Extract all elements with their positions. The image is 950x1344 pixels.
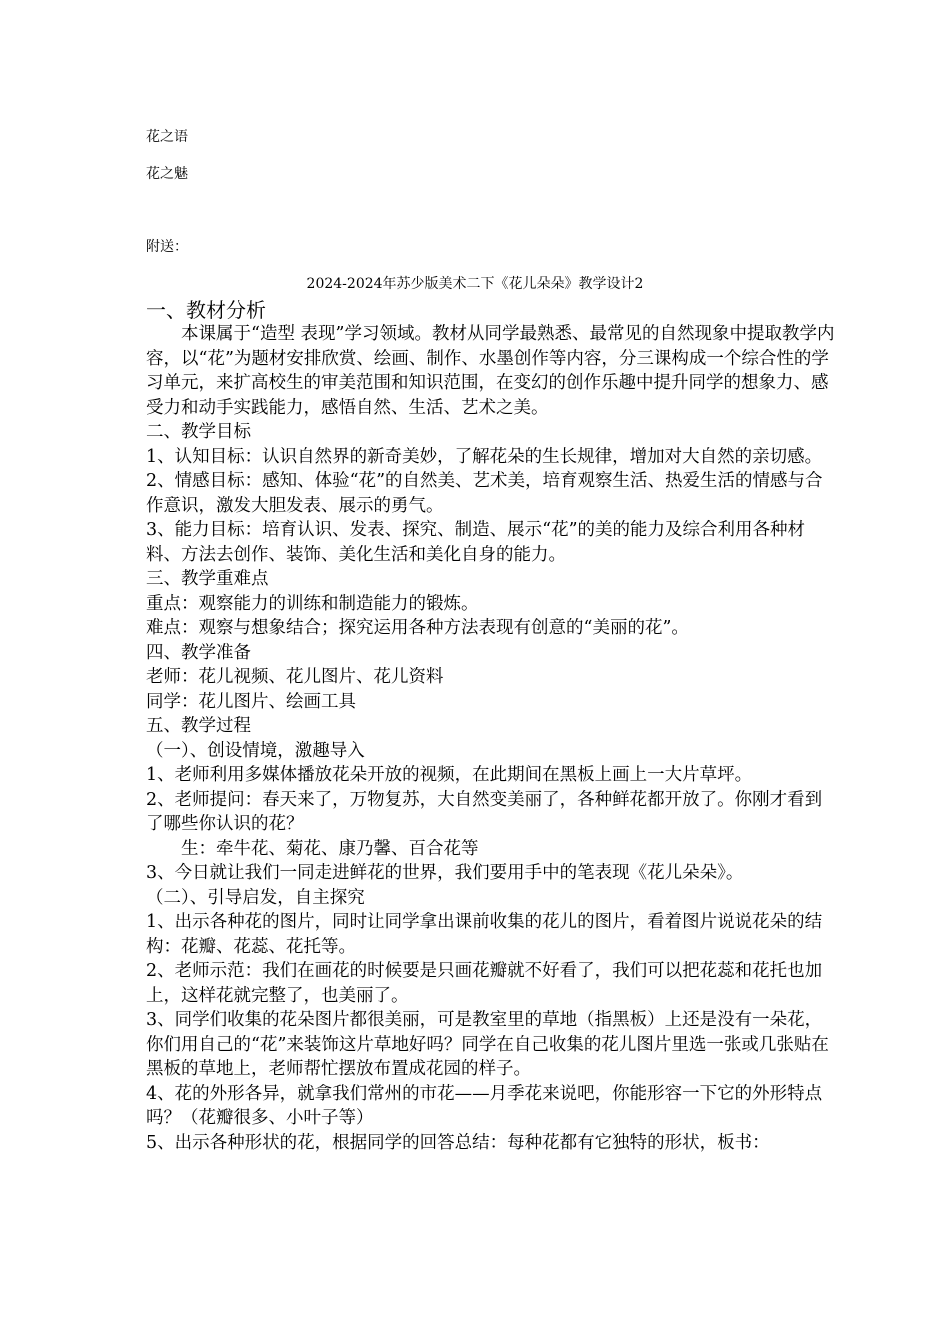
document-body bbox=[146, 322, 836, 1155]
heading-key-points: 三、教学重难点 bbox=[146, 569, 269, 589]
line-hua-zhi-yu: 花之语 bbox=[146, 129, 188, 145]
paragraph-goal-ability: 3、能力目标：培育认识、发表、探究、制造、展示“花”的美的能力及综合利用各种材料、方法去创作、装饰、美化生活和美化自身的能力。 bbox=[146, 520, 806, 565]
heading-teaching-process: 五、教学过程 bbox=[146, 716, 251, 736]
document-title: 2024-2024年苏少版美术二下《花儿朵朵》教学设计2 bbox=[306, 276, 644, 292]
subheading-part-two: （二）、引导启发，自主探究 bbox=[146, 887, 365, 908]
paragraph-step-2-2: 2、老师示范：我们在画花的时候要是只画花瓣就不好看了，我们可以把花蕊和花托也加上，这样花就完整了，也美丽了。 bbox=[146, 961, 823, 1006]
paragraph-student-answer: 生：牵牛花、菊花、康乃馨、百合花等 bbox=[181, 838, 479, 859]
paragraph-teacher-prep: 老师：花儿视频、花儿图片、花儿资料 bbox=[146, 667, 444, 687]
heading-preparation: 四、教学准备 bbox=[146, 642, 251, 663]
section-heading-materials-analysis: 一、教材分析 bbox=[146, 298, 266, 322]
paragraph-step-2-4: 4、花的外形各异，就拿我们常州的市花——月季花来说吧，你能形容一下它的外形特点吗？（花瓣很多、小叶子等） bbox=[146, 1083, 823, 1128]
paragraph-goal-emotional: 2、情感目标：感知、体验“花”的自然美、艺术美，培育观察生活、热爱生活的情感与合作意识，激发大胆发表、展示的勇气。 bbox=[146, 471, 823, 516]
paragraph-key-point: 重点：观察能力的训练和制造能力的锻炼。 bbox=[146, 593, 479, 614]
paragraph-step-2-1: 1、出示各种花的图片，同时让同学拿出课前收集的花儿的图片，看着图片说说花朵的结构：花瓣、花蕊、花托等。 bbox=[146, 912, 823, 957]
paragraph-step-2-5: 5、出示各种形状的花，根据同学的回答总结：每种花都有它独特的形状，板书： bbox=[146, 1132, 770, 1153]
paragraph-intro: 本课属于“造型 表现”学习领域。教材从同学最熟悉、最常见的自然现象中提取教学内容，以“花”为题材安排欣赏、绘画、制作、水墨创作等内容，分三课构成一个综合性的学习单元，来扩高校生的审美范围和知识范围，在变幻的创作乐趣中提升同学的想象力、感受力和动手实践能力，感悟自然、生活、艺术之美。 bbox=[146, 324, 835, 418]
line-hua-zhi-mei: 花之魅 bbox=[146, 166, 188, 182]
line-fu-song: 附送： bbox=[146, 239, 188, 255]
paragraph-student-prep: 同学：花儿图片、绘画工具 bbox=[146, 691, 356, 712]
paragraph-step-1-2: 2、老师提问：春天来了，万物复苏，大自然变美丽了，各种鲜花都开放了。你刚才看到了哪些你认识的花？ bbox=[146, 789, 823, 834]
paragraph-step-1-3: 3、今日就让我们一同走进鲜花的世界，我们要用手中的笔表现《花儿朵朵》。 bbox=[146, 863, 744, 883]
paragraph-step-1-1: 1、老师利用多媒体播放花朵开放的视频，在此期间在黑板上画上一大片草坪。 bbox=[146, 765, 753, 785]
paragraph-difficult-point: 难点：观察与想象结合；探究运用各种方法表现有创意的“美丽的花”。 bbox=[146, 618, 689, 638]
subheading-part-one: （一）、创设情境，激趣导入 bbox=[146, 740, 365, 761]
heading-teaching-goals: 二、教学目标 bbox=[146, 422, 251, 442]
paragraph-goal-cognitive: 1、认知目标：认识自然界的新奇美妙，了解花朵的生长规律，增加对大自然的亲切感。 bbox=[146, 446, 823, 467]
paragraph-step-2-3: 3、同学们收集的花朵图片都很美丽，可是教室里的草地（指黑板）上还是没有一朵花，你们用自己的“花”来装饰这片草地好吗？同学在自己收集的花儿图片里选一张或几张贴在黑板的草地上，老师帮忙摆放布置成花园的样子。 bbox=[146, 1010, 829, 1079]
